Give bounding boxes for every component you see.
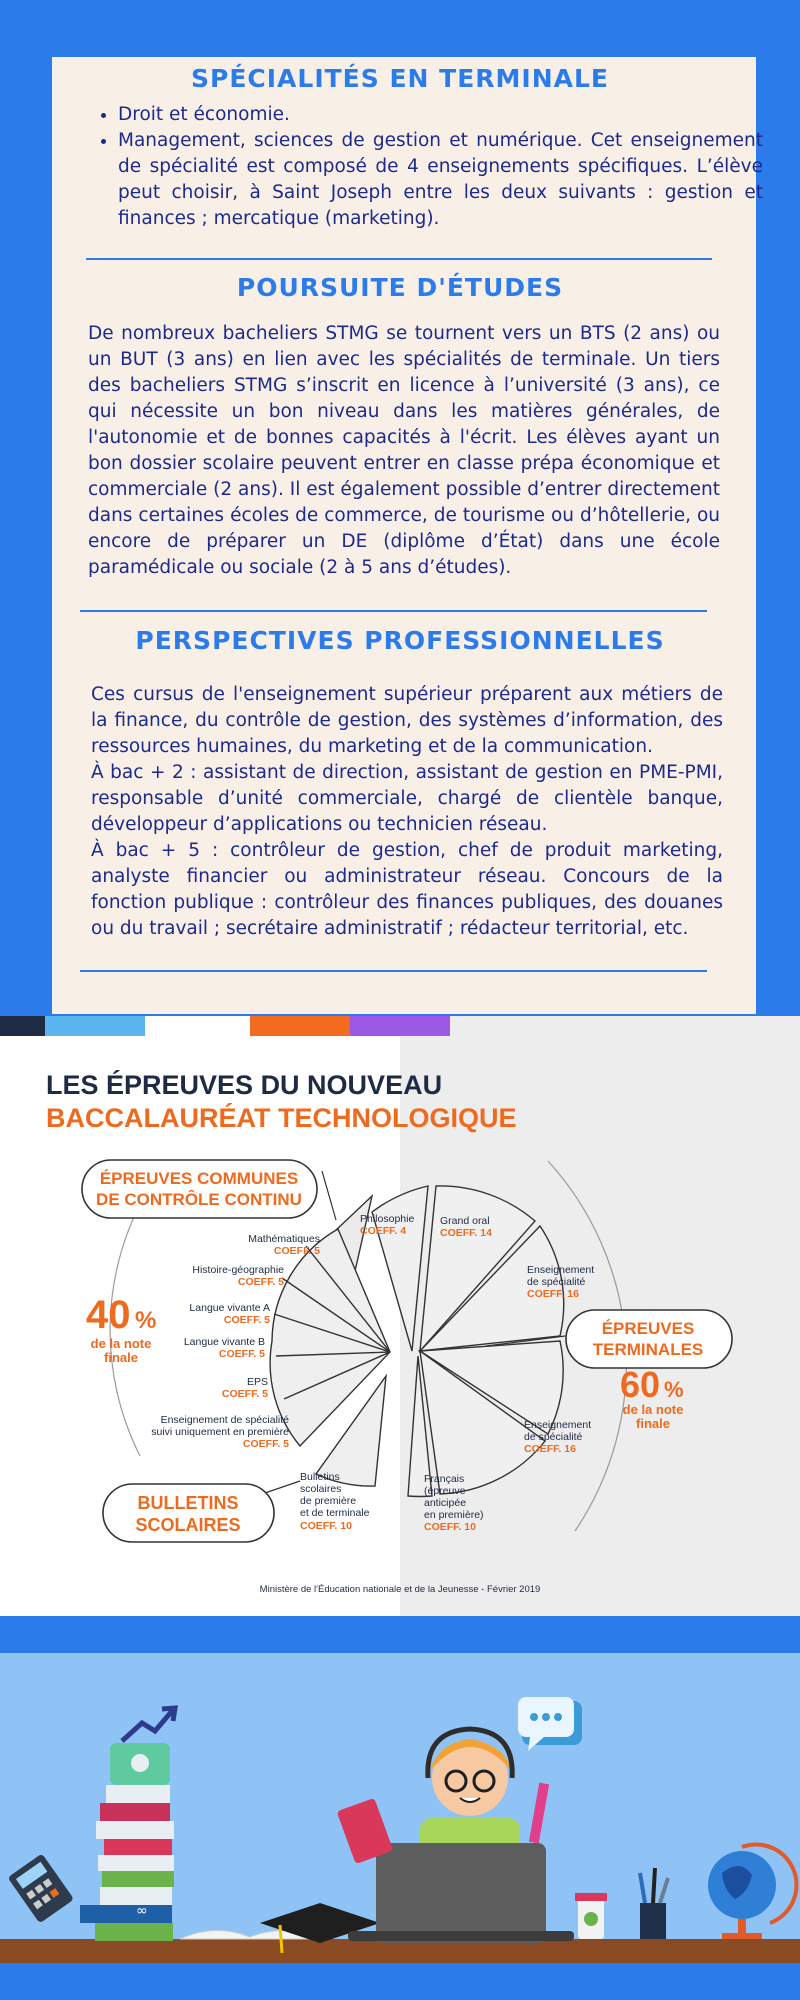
section-title-perspectives: PERSPECTIVES PROFESSIONNELLES bbox=[135, 626, 665, 655]
svg-text:COEFF. 14: COEFF. 14 bbox=[440, 1227, 492, 1239]
chat-bubble-icon bbox=[518, 1697, 582, 1751]
svg-text:BULLETINS: BULLETINS bbox=[137, 1493, 239, 1513]
poursuite-text: De nombreux bacheliers STMG se tournent vers un BTS (2 ans) ou un BUT (3 ans) en lien avec les spécialités de terminale. Un tiers des bacheliers STMG s’inscrit en licence à l’université (3 ans), ce qui nécessite un bon niveau dans les matières générales, de l'autonomie et de bonnes capacités à l'écrit. Les élèves ayant un bon dossier scolaire peuvent entrer en classe prépa économique et commerciale (2 ans). Il est également possible d’entrer directement dans certaines écoles de commerce, de tourisme ou d’hôtellerie, ou encore de préparer un DE (diplôme d’État) dans une école paramédicale ou sociale (2 à 5 ans d’études). bbox=[88, 323, 720, 578]
books-icon bbox=[80, 1743, 174, 1941]
svg-text:de spécialité: de spécialité bbox=[527, 1276, 586, 1288]
infographic-title-line1: LES ÉPREUVES DU NOUVEAU bbox=[46, 1070, 443, 1100]
svg-text:Enseignement: Enseignement bbox=[524, 1419, 592, 1431]
illustration-svg bbox=[0, 1653, 800, 1963]
svg-text:COEFF. 5: COEFF. 5 bbox=[273, 1245, 320, 1257]
perspectives-paragraph: Ces cursus de l'enseignement supérieur préparent aux métiers de la finance, du contrôle de gestion, des systèmes d’information, des ressources humaines, du marketing et de la communication. bbox=[91, 684, 723, 757]
globe-icon bbox=[708, 1845, 796, 1939]
perspectives-paragraph: À bac + 5 : contrôleur de gestion, chef de produit marketing, analyste financier ou administrateur réseau. Concours de la fonction publique : contrôleur des finances publiques, des douanes ou du travail ; secrétaire administratif ; rédacteur territorial, etc. bbox=[91, 840, 723, 939]
svg-text:%: % bbox=[664, 1377, 684, 1402]
svg-text:de spécialité: de spécialité bbox=[524, 1431, 583, 1443]
perspectives-paragraph: À bac + 2 : assistant de direction, assistant de gestion en PME-PMI, responsable d’unité commerciale, chargé de clientèle banque, développeur d’applications ou technicien réseau. bbox=[91, 762, 723, 835]
list-item: • Droit et économie. bbox=[118, 102, 763, 128]
svg-text:Langue vivante B: Langue vivante B bbox=[183, 1336, 265, 1348]
student-laptop-icon bbox=[337, 1729, 574, 1943]
svg-text:Grand oral: Grand oral bbox=[440, 1215, 490, 1227]
left-percentage: 40 bbox=[86, 1293, 131, 1337]
svg-text:finale: finale bbox=[104, 1350, 138, 1365]
svg-text:TERMINALES: TERMINALES bbox=[592, 1340, 704, 1359]
svg-text:COEFF. 5: COEFF. 5 bbox=[237, 1276, 284, 1288]
divider bbox=[86, 258, 712, 260]
svg-text:COEFF. 5: COEFF. 5 bbox=[242, 1438, 289, 1450]
svg-text:Philosophie: Philosophie bbox=[360, 1213, 415, 1225]
svg-text:SCOLAIRES: SCOLAIRES bbox=[135, 1515, 241, 1535]
svg-text:Français: Français bbox=[424, 1473, 465, 1485]
svg-text:anticipée: anticipée bbox=[424, 1497, 467, 1509]
svg-text:et de terminale: et de terminale bbox=[300, 1507, 370, 1519]
svg-text:ÉPREUVES COMMUNES: ÉPREUVES COMMUNES bbox=[99, 1169, 299, 1188]
trend-arrow-icon bbox=[122, 1708, 175, 1741]
infographic-svg bbox=[0, 1016, 800, 1616]
svg-text:finale: finale bbox=[636, 1416, 670, 1431]
svg-text:de la note: de la note bbox=[90, 1336, 152, 1351]
right-percentage: 60 bbox=[620, 1364, 661, 1405]
divider bbox=[80, 610, 707, 612]
svg-text:Bulletins: Bulletins bbox=[300, 1471, 340, 1483]
section-title-specialites: SPÉCIALITÉS EN TERMINALE bbox=[190, 64, 610, 93]
svg-text:DE CONTRÔLE CONTINU: DE CONTRÔLE CONTINU bbox=[96, 1190, 302, 1209]
svg-text:COEFF. 16: COEFF. 16 bbox=[524, 1443, 576, 1455]
divider bbox=[80, 970, 707, 972]
pencil-cup-icon bbox=[640, 1868, 668, 1939]
svg-text:de la note: de la note bbox=[622, 1402, 684, 1417]
svg-text:de première: de première bbox=[300, 1495, 357, 1507]
svg-text:∞: ∞ bbox=[136, 1903, 148, 1919]
coffee-cup-icon bbox=[575, 1893, 607, 1939]
svg-text:Enseignement: Enseignement bbox=[527, 1264, 595, 1276]
svg-text:%: % bbox=[135, 1307, 157, 1334]
svg-text:Enseignement de spécialité: Enseignement de spécialité bbox=[160, 1414, 289, 1426]
bac-infographic bbox=[0, 1016, 800, 1616]
svg-text:COEFF. 10: COEFF. 10 bbox=[300, 1520, 352, 1532]
svg-text:COEFF. 5: COEFF. 5 bbox=[221, 1388, 268, 1400]
calculator-icon bbox=[8, 1853, 75, 1923]
list-item: • Management, sciences de gestion et numérique. Cet enseignement de spécialité est composé de 4 enseignements spécifiques. L’élève peut choisir, à Saint Joseph entre les deux suivants : gestion et finances ; mercatique (marketing). bbox=[118, 128, 763, 232]
infographic-source: Ministère de l'Éducation nationale et de la Jeunesse - Février 2019 bbox=[259, 1584, 541, 1595]
svg-text:COEFF. 4: COEFF. 4 bbox=[360, 1225, 407, 1237]
infographic-title-line2: BACCALAURÉAT TECHNOLOGIQUE bbox=[46, 1103, 517, 1133]
svg-text:ÉPREUVES: ÉPREUVES bbox=[601, 1319, 695, 1338]
svg-text:Mathématiques: Mathématiques bbox=[248, 1233, 320, 1245]
svg-text:COEFF. 10: COEFF. 10 bbox=[424, 1521, 476, 1533]
svg-text:en première): en première) bbox=[424, 1509, 484, 1521]
svg-text:COEFF. 16: COEFF. 16 bbox=[527, 1288, 579, 1300]
illustration-banner bbox=[0, 1653, 800, 1963]
specialites-list bbox=[80, 102, 763, 232]
svg-text:suivi uniquement en première: suivi uniquement en première bbox=[151, 1426, 289, 1438]
svg-text:EPS: EPS bbox=[246, 1376, 268, 1388]
section-title-poursuite: POURSUITE D'ÉTUDES bbox=[236, 273, 564, 302]
svg-text:(épreuve: (épreuve bbox=[424, 1485, 466, 1497]
svg-text:COEFF. 5: COEFF. 5 bbox=[218, 1348, 265, 1360]
svg-text:Langue vivante A: Langue vivante A bbox=[189, 1302, 270, 1314]
svg-text:scolaires: scolaires bbox=[300, 1483, 342, 1495]
svg-text:COEFF. 5: COEFF. 5 bbox=[223, 1314, 270, 1326]
svg-text:Histoire-géographie: Histoire-géographie bbox=[192, 1264, 284, 1276]
